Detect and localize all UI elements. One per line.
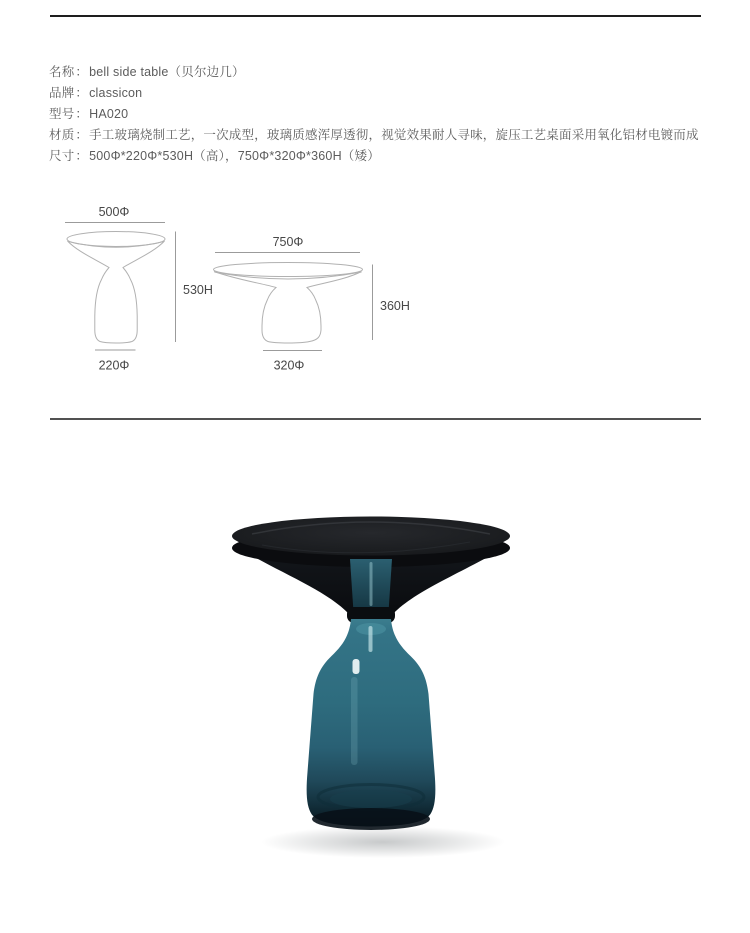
- neck-highlight: [369, 626, 373, 652]
- glass-sparkle: [353, 659, 360, 674]
- spec-row-model: [49, 104, 709, 125]
- spec-label: 名称: [49, 65, 75, 79]
- spec-colon: ：: [75, 86, 89, 100]
- product-photo: [200, 478, 550, 878]
- spec-colon: ：: [75, 65, 89, 79]
- base-dark-band: [312, 808, 430, 830]
- spec-colon: ：: [75, 128, 89, 142]
- short-height-label: 360H: [380, 299, 410, 313]
- spec-row-brand: [49, 83, 709, 104]
- spec-label: 尺寸: [49, 149, 75, 163]
- dimension-diagram: [0, 195, 750, 385]
- spec-value: 500Φ*220Φ*530H（高），750Φ*320Φ*360H（矮）: [89, 149, 380, 163]
- spec-label: 品牌: [49, 86, 75, 100]
- spec-row-size: [49, 146, 709, 167]
- neck-reflection: [370, 562, 373, 606]
- tall-top-diameter-label: 500Φ: [98, 205, 130, 219]
- product-specs: [49, 62, 709, 167]
- top-divider: [50, 15, 701, 17]
- spec-value: bell side table（贝尔边几）: [89, 65, 245, 79]
- glass-streak: [351, 677, 358, 765]
- tall-table-outline: [65, 205, 213, 373]
- spec-colon: ：: [75, 149, 89, 163]
- short-table-outline: [214, 235, 410, 373]
- short-base-diameter-label: 320Φ: [273, 358, 305, 373]
- spec-colon: ：: [75, 107, 89, 121]
- spec-value: 手工玻璃烧制工艺，一次成型，玻璃质感浑厚透彻，视觉效果耐人寻味，旋压工艺桌面采用氧化铝材电镀而成: [89, 128, 699, 142]
- spec-value: HA020: [89, 107, 129, 121]
- spec-label: 材质: [49, 128, 75, 142]
- floor-shadow: [261, 826, 505, 858]
- spec-row-material: [49, 125, 709, 146]
- tall-base-diameter-label: 220Φ: [98, 358, 130, 373]
- tall-height-label: 530H: [183, 283, 213, 297]
- section-divider: [50, 418, 701, 420]
- spec-label: 型号: [49, 107, 75, 121]
- spec-row-name: [49, 62, 709, 83]
- bell-table-illustration: [200, 478, 550, 878]
- glass-inner-floor: [330, 790, 412, 808]
- spec-value: classicon: [89, 86, 143, 100]
- dimension-drawing: [0, 195, 750, 385]
- short-top-diameter-label: 750Φ: [272, 235, 304, 249]
